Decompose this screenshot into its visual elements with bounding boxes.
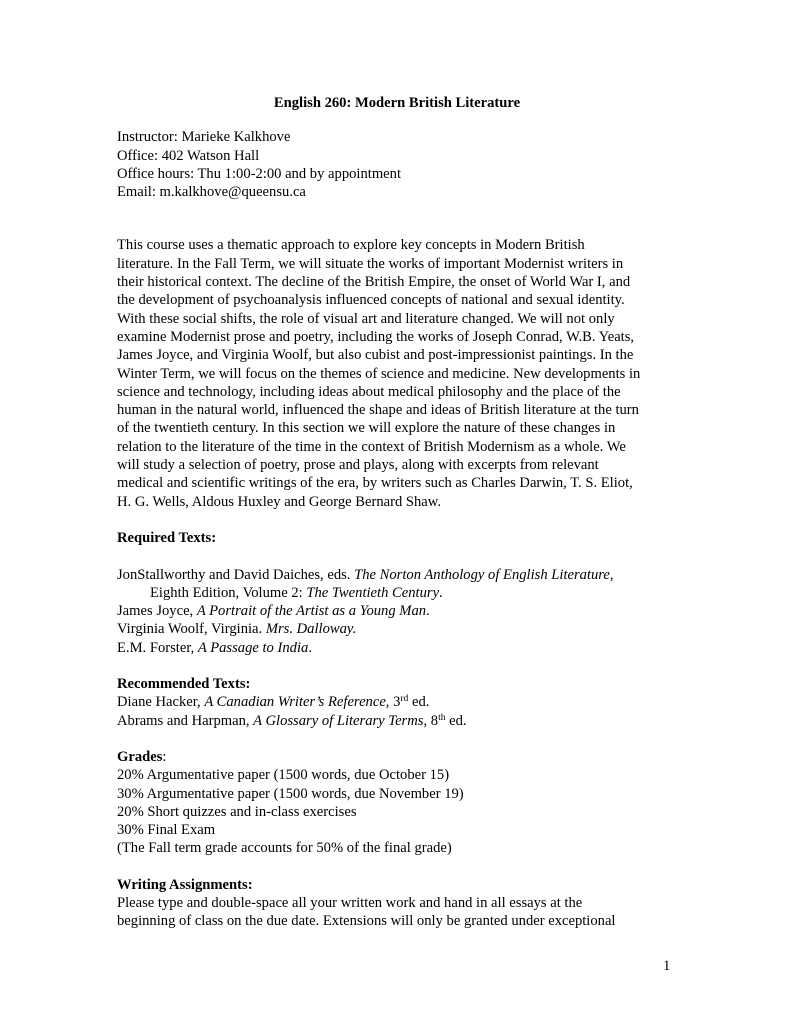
description-line: human in the natural world, influenced the shape and ideas of British literature at the turn <box>117 402 639 419</box>
description-line: With these social shifts, the role of visual art and literature changed. We will not only <box>117 310 615 327</box>
text-title: The Twentieth Century <box>306 584 440 601</box>
recommended-text-item <box>117 693 677 711</box>
grade-item: 20% Argumentative paper (1500 words, due October 15) <box>117 767 450 784</box>
text-edition-suffix: ed. <box>445 712 467 729</box>
grade-note: (The Fall term grade accounts for 50% of the final grade) <box>117 840 452 857</box>
writing-section <box>117 876 677 931</box>
text-punct: . <box>439 584 443 601</box>
text-author: Diane Hacker, <box>117 694 205 711</box>
text-author: JonStallworthy and David Daiches, eds. <box>117 566 355 583</box>
writing-line: Please type and double-space all your written work and hand in all essays at the <box>117 894 583 911</box>
description-line: H. G. Wells, Aldous Huxley and George Bernard Shaw. <box>117 493 442 510</box>
text-author: James Joyce, <box>117 603 197 620</box>
description-line: will study a selection of poetry, prose and plays, along with excerpts from relevant <box>117 457 599 474</box>
office-hours-line: Office hours: Thu 1:00-2:00 and by appointment <box>117 165 401 182</box>
page-title: English 260: Modern British Literature <box>273 95 521 111</box>
required-texts-section <box>117 529 677 657</box>
grades-section <box>117 748 677 858</box>
grade-item: 20% Short quizzes and in-class exercises <box>117 803 357 820</box>
ordinal-suffix: rd <box>400 694 409 705</box>
text-author: E.M. Forster, <box>117 639 198 656</box>
description-line: relation to the literature of the time in the context of British Modernism as a whole. We <box>117 438 626 455</box>
ordinal-suffix: th <box>438 712 446 723</box>
required-text-item <box>117 566 677 584</box>
text-author: Abrams and Harpman, <box>117 712 254 729</box>
text-title: A Glossary of Literary Terms <box>253 712 424 729</box>
text-title: The Norton Anthology of English Literature <box>354 566 610 583</box>
page-number: 1 <box>663 958 671 974</box>
description-line: literature. In the Fall Term, we will situate the works of important Modernist writers in <box>117 255 624 272</box>
text-title: A Portrait of the Artist as a Young Man <box>196 603 427 620</box>
required-text-item <box>117 620 677 638</box>
document-page <box>117 94 677 931</box>
email-line: Email: m.kalkhove@queensu.ca <box>117 184 306 201</box>
text-edition-suffix: ed. <box>408 694 430 711</box>
required-text-item <box>117 639 677 657</box>
description-line: examine Modernist prose and poetry, including the works of Joseph Conrad, W.B. Yeats, <box>117 328 635 345</box>
description-line: This course uses a thematic approach to explore key concepts in Modern British <box>117 237 585 254</box>
recommended-texts-section <box>117 675 677 730</box>
text-edition: , 3 <box>385 694 401 711</box>
required-texts-heading: Required Texts: <box>117 529 217 546</box>
required-text-item <box>117 602 677 620</box>
description-line: Winter Term, we will focus on the themes of science and medicine. New developments in <box>117 365 641 382</box>
required-text-item-cont <box>117 584 677 602</box>
recommended-text-item <box>117 712 677 730</box>
description-line: of the twentieth century. In this section we will explore the nature of these changes in <box>117 420 616 437</box>
writing-heading: Writing Assignments: <box>117 876 253 893</box>
grade-item: 30% Final Exam <box>117 822 216 839</box>
course-description <box>117 236 677 510</box>
description-line: medical and scientific writings of the era, by writers such as Charles Darwin, T. S. Eliot, <box>117 475 633 492</box>
office-line: Office: 402 Watson Hall <box>117 147 260 164</box>
description-line: the development of psychoanalysis influenced concepts of national and sexual identity. <box>117 292 625 309</box>
grade-item: 30% Argumentative paper (1500 words, due November 19) <box>117 785 464 802</box>
text-title: Mrs. Dalloway. <box>265 621 357 638</box>
description-line: science and technology, including ideas about medical philosophy and the place of the <box>117 383 621 400</box>
text-title: A Canadian Writer’s Reference <box>204 694 386 711</box>
text-punct: . <box>426 603 430 620</box>
grades-heading: Grades <box>117 748 163 765</box>
text-punct: . <box>308 639 312 656</box>
text-edition: Eighth Edition, Volume 2: <box>150 584 307 601</box>
text-edition: , 8 <box>423 712 439 729</box>
writing-line: beginning of class on the due date. Extensions will only be granted under exceptional <box>117 913 616 930</box>
recommended-texts-heading: Recommended Texts: <box>117 676 251 693</box>
description-line: their historical context. The decline of the British Empire, the onset of World War I, and <box>117 274 631 291</box>
contact-block <box>117 128 677 201</box>
text-author: Virginia Woolf, Virginia. <box>117 621 266 638</box>
grades-colon: : <box>162 748 167 765</box>
instructor-line: Instructor: Marieke Kalkhove <box>117 129 291 146</box>
grades-heading-line <box>117 748 677 766</box>
description-line: James Joyce, and Virginia Woolf, but also cubist and post-impressionist paintings. In the <box>117 347 634 364</box>
text-title: A Passage to India <box>197 639 309 656</box>
text-punct: , <box>609 566 614 583</box>
